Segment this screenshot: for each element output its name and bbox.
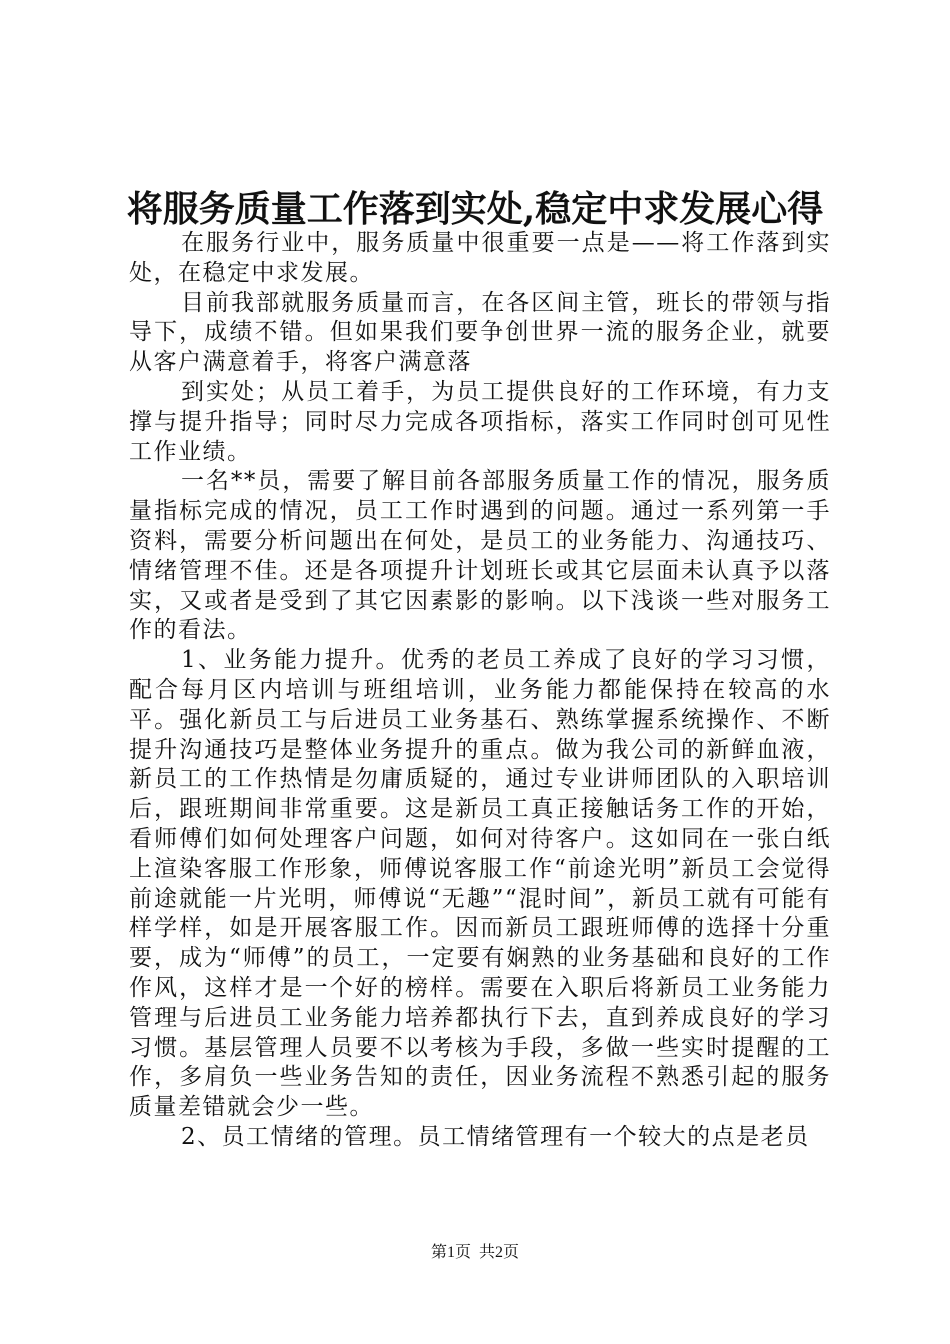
paragraph-current-status: 目前我部就服务质量而言，在各区间主管，班长的带领与指导下，成绩不错。但如果我们要争创世界一流的服务企业，就要从客户满意着手，将客户满意落 xyxy=(129,289,831,376)
paragraph-emotion-management: 2、员工情绪的管理。员工情绪管理有一个较大的点是老员 xyxy=(181,1123,810,1150)
paragraph-intro: 在服务行业中，服务质量中很重要一点是——将工作落到实处，在稳定中求发展。 xyxy=(129,230,831,286)
paragraph-implementation: 到实处；从员工着手，为员工提供良好的工作环境，有力支撑与提升指导；同时尽力完成各项指标，落实工作同时创可见性工作业绩。 xyxy=(129,378,831,465)
page-number: 第1页 xyxy=(430,1244,471,1261)
paragraph-analysis: 一名**员，需要了解目前各部服务质量工作的情况，服务质量指标完成的情况，员工工作时遇到的问题。通过一系列第一手资料，需要分析问题出在何处，是员工的业务能力、沟通技巧、情绪管理不佳。还是各项提升计划班长或其它层面未认真予以落实，又或者是受到了其它因素影的影响。以下浅谈一些对服务工作的看法。 xyxy=(129,468,831,644)
document-title: 将服务质量工作落到实处,稳定中求发展心得 xyxy=(126,188,824,230)
page-total: 共2页 xyxy=(479,1244,520,1261)
document-body xyxy=(129,229,831,1153)
paragraph-business-ability: 1、业务能力提升。优秀的老员工养成了良好的学习习惯，配合每月区内培训与班组培训，业务能力都能保持在较高的水平。强化新员工与后进员工业务基石、熟练掌握系统操作、不断提升沟通技巧是整体业务提升的重点。做为我公司的新鲜血液，新员工的工作热情是勿庸质疑的，通过专业讲师团队的入职培训后，跟班期间非常重要。这是新员工真正接触话务工作的开始，看师傅们如何处理客户问题，如何对待客户。这如同在一张白纸上渲染客服工作形象，师傅说客服工作“前途光明”新员工会觉得前途就能一片光明，师傅说“无趣”“混时间”，新员工就有可能有样学样，如是开展客服工作。因而新员工跟班师傅的选择十分重要，成为“师傅”的员工，一定要有娴熟的业务基础和良好的工作作风，这样才是一个好的榜样。需要在入职后将新员工业务能力管理与后进员工业务能力培养都执行下去，直到养成良好的学习习惯。基层管理人员要不以考核为手段，多做一些实时提醒的工作，多肩负一些业务告知的责任，因业务流程不熟悉引起的服务质量差错就会少一些。 xyxy=(129,647,831,1121)
page-footer xyxy=(0,1243,950,1263)
